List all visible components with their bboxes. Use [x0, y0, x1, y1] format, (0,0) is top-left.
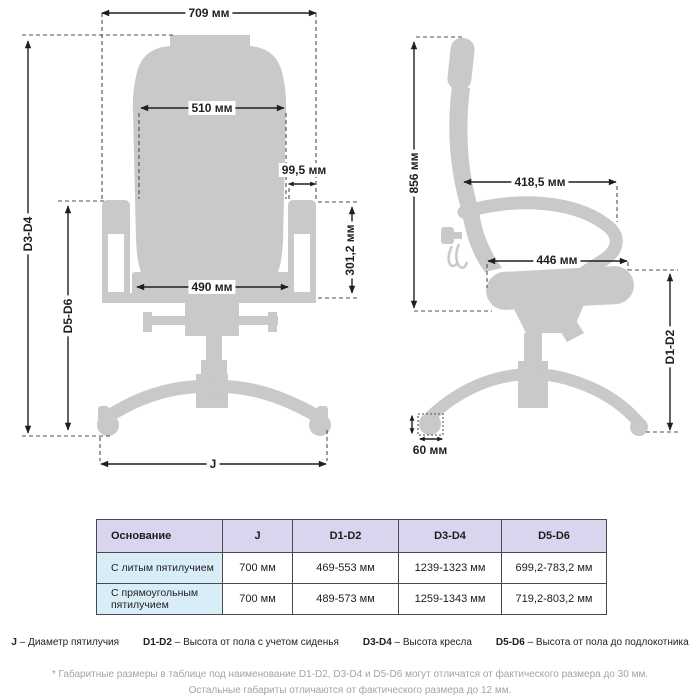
legend-item-d1-d2: D1-D2 – Высота от пола с учетом сиденья: [143, 637, 339, 648]
dim-backrest-width: 510 мм: [188, 101, 235, 115]
chair-side-view: [419, 37, 648, 436]
dim-seat-width: 490 мм: [188, 280, 235, 294]
header-d3-d4: D3-D4: [399, 520, 502, 553]
footnote-line-1: * Габаритные размеры в таблице под наименование D1-D2, D3-D4 и D5-D6 могут отличатся от фактического размера до 30 мм.: [51, 669, 649, 680]
dim-chair-height-label: D3-D4: [21, 214, 35, 255]
table-row: [97, 553, 607, 584]
dim-armrest-depth: 418,5 мм: [511, 175, 568, 189]
dim-seat-height-label: D1-D2: [663, 327, 677, 368]
dim-seat-depth: 446 мм: [533, 253, 580, 267]
cell-d5-d6: 719,2-803,2 мм: [502, 584, 607, 615]
front-caster-right: [309, 414, 331, 436]
dim-base-diameter-label: J: [207, 457, 220, 471]
footnote: [0, 667, 700, 699]
header-j: J: [223, 520, 293, 553]
dim-caster-size: 60 мм: [412, 443, 448, 457]
table-row: [97, 584, 607, 615]
dim-back-height: 856 мм: [407, 149, 421, 196]
row-label: С литым пятилучием: [97, 553, 223, 584]
cell-d1-d2: 489-573 мм: [293, 584, 399, 615]
cell-j: 700 мм: [223, 584, 293, 615]
header-d5-d6: D5-D6: [502, 520, 607, 553]
header-d1-d2: D1-D2: [293, 520, 399, 553]
cell-d5-d6: 699,2-783,2 мм: [502, 553, 607, 584]
dimensions-table: [96, 519, 607, 615]
legend-item-d3-d4: D3-D4 – Высота кресла: [362, 637, 472, 648]
dim-armrest-height: 301,2 мм: [343, 221, 357, 278]
dim-armrest-floor-label: D5-D6: [61, 296, 75, 337]
side-caster-left: [419, 413, 441, 435]
dim-overall-width: 709 мм: [185, 6, 232, 20]
side-lumbar-knob: [441, 227, 454, 244]
legend-item-d5-d6: D5-D6 – Высота от пола до подлокотника: [495, 637, 689, 648]
legend-item-j: J – Диаметр пятилучия: [11, 637, 120, 648]
cell-d3-d4: 1239-1323 мм: [399, 553, 502, 584]
row-label: С прямоугольным пятилучием: [97, 584, 223, 615]
dim-armrest-offset: 99,5 мм: [279, 163, 329, 177]
side-caster-right: [630, 418, 648, 436]
cell-j: 700 мм: [223, 553, 293, 584]
header-base: Основание: [97, 520, 223, 553]
chair-front-view: [97, 35, 331, 436]
cell-d1-d2: 469-553 мм: [293, 553, 399, 584]
front-caster-left: [97, 414, 119, 436]
side-headrest: [446, 37, 475, 91]
footnote-line-2: Остальные габариты отличаются от фактического размера до 12 мм.: [188, 685, 512, 696]
table-header-row: [97, 520, 607, 553]
cell-d3-d4: 1259-1343 мм: [399, 584, 502, 615]
legend: [11, 637, 689, 648]
